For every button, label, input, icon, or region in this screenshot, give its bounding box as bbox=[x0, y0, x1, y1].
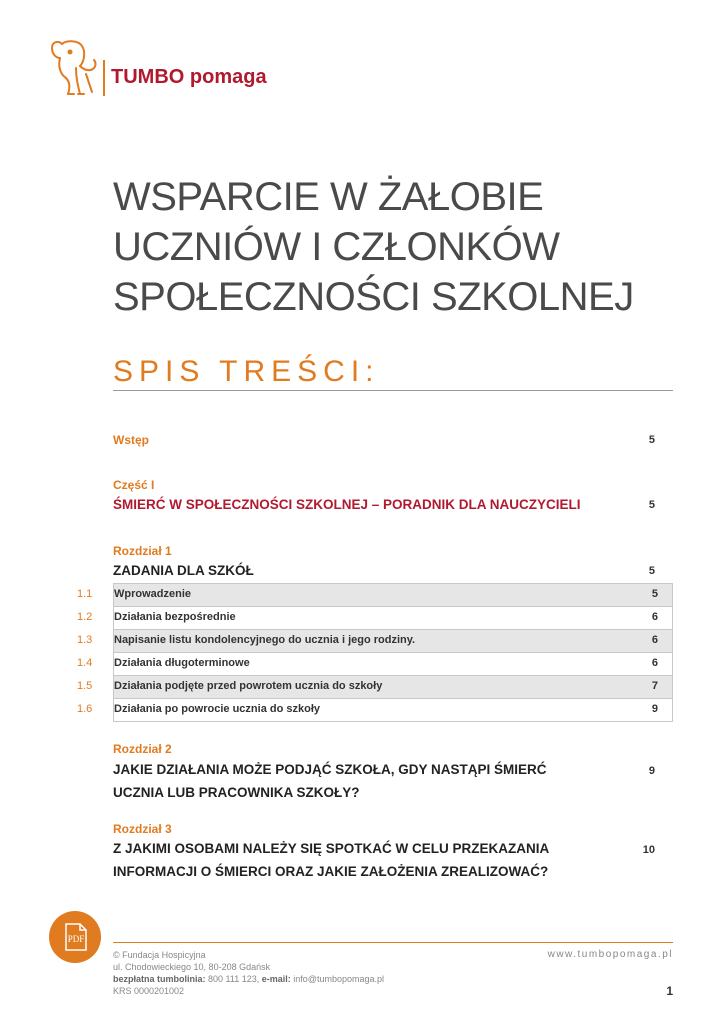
footer-hotline bbox=[113, 973, 384, 985]
toc-intro-label[interactable]: Wstęp bbox=[113, 433, 149, 447]
title-line-3: SPOŁECZNOŚCI SZKOLNEJ bbox=[113, 275, 634, 319]
footer-copyright: © Fundacja Hospicyjna bbox=[113, 950, 206, 960]
toc-chapter1-sections bbox=[77, 583, 673, 722]
section-page: 7 bbox=[651, 680, 658, 692]
toc-heading: SPIS TREŚCI: bbox=[113, 355, 380, 388]
toc-chapter3-label: Rozdział 3 bbox=[113, 822, 172, 836]
document-title bbox=[113, 172, 634, 322]
section-page: 6 bbox=[651, 634, 658, 646]
toc-section-row[interactable] bbox=[77, 630, 673, 653]
section-number: 1.1 bbox=[77, 588, 93, 600]
toc-part1-page: 5 bbox=[648, 499, 655, 511]
toc-divider bbox=[113, 390, 673, 391]
toc-chapter2-title-line-2: UCZNIA LUB PRACOWNIKA SZKOŁY? bbox=[113, 785, 360, 800]
elephant-logo-icon bbox=[48, 38, 100, 98]
toc-chapter1-label: Rozdział 1 bbox=[113, 544, 172, 558]
toc-chapter2-title[interactable] bbox=[113, 758, 547, 804]
footer-hotline-value: 800 111 123, bbox=[208, 974, 260, 984]
toc-part1-title[interactable]: ŚMIERĆ W SPOŁECZNOŚCI SZKOLNEJ – PORADNIK DLA NAUCZYCIELI bbox=[113, 497, 581, 512]
toc-chapter2-label: Rozdział 2 bbox=[113, 742, 172, 756]
toc-chapter3-title-line-1: Z JAKIMI OSOBAMI NALEŻY SIĘ SPOTKAĆ W CELU PRZEKAZANIA bbox=[113, 841, 550, 856]
section-number: 1.3 bbox=[77, 634, 93, 646]
footer-krs: KRS 0000201002 bbox=[113, 986, 185, 996]
section-title: Działania po powrocie ucznia do szkoły bbox=[114, 703, 320, 715]
section-number: 1.6 bbox=[77, 703, 93, 715]
toc-chapter3-page: 10 bbox=[642, 844, 655, 856]
section-title: Działania bezpośrednie bbox=[114, 611, 236, 623]
title-line-1: WSPARCIE W ŻAŁOBIE bbox=[113, 175, 544, 219]
section-page: 5 bbox=[651, 588, 658, 600]
section-number: 1.4 bbox=[77, 657, 93, 669]
footer-email-label: e-mail: bbox=[261, 974, 291, 984]
footer-website[interactable]: www.tumbopomaga.pl bbox=[547, 949, 673, 960]
section-title: Działania długoterminowe bbox=[114, 657, 250, 669]
toc-section-row[interactable] bbox=[77, 676, 673, 699]
toc-part1-label: Część I bbox=[113, 478, 155, 492]
toc-chapter2-page: 9 bbox=[648, 765, 655, 777]
pdf-badge-label: PDF bbox=[67, 934, 85, 944]
section-number: 1.5 bbox=[77, 680, 93, 692]
toc-section-row[interactable] bbox=[77, 584, 673, 607]
toc-section-row[interactable] bbox=[77, 607, 673, 630]
toc-section-row[interactable] bbox=[77, 699, 673, 722]
page-number: 1 bbox=[666, 984, 673, 998]
toc-section-row[interactable] bbox=[77, 653, 673, 676]
toc-chapter1-title[interactable]: ZADANIA DLA SZKÓŁ bbox=[113, 563, 254, 578]
footer-divider bbox=[113, 942, 673, 943]
footer-hotline-label: bezpłatna tumbolinia: bbox=[113, 974, 206, 984]
section-title: Działania podjęte przed powrotem ucznia do szkoły bbox=[114, 680, 383, 692]
toc-chapter1-page: 5 bbox=[648, 565, 655, 577]
footer-email-value[interactable]: info@tumbopomaga.pl bbox=[293, 974, 384, 984]
toc-chapter3-title[interactable] bbox=[113, 837, 549, 883]
title-line-2: UCZNIÓW I CZŁONKÓW bbox=[113, 225, 560, 269]
pdf-badge[interactable] bbox=[49, 911, 101, 963]
toc-intro-page: 5 bbox=[648, 434, 655, 446]
section-number: 1.2 bbox=[77, 611, 93, 623]
footer-address: ul. Chodowieckiego 10, 80-208 Gdańsk bbox=[113, 962, 271, 972]
logo-brand: TUMBO bbox=[111, 66, 185, 88]
section-page: 6 bbox=[651, 657, 658, 669]
logo-wordmark bbox=[111, 66, 267, 89]
section-page: 6 bbox=[651, 611, 658, 623]
section-title: Napisanie listu kondolencyjnego do ucznia i jego rodziny. bbox=[114, 634, 416, 646]
logo-rest: pomaga bbox=[189, 66, 267, 88]
toc-chapter2-title-line-1: JAKIE DZIAŁANIA MOŻE PODJĄĆ SZKOŁA, GDY NASTĄPI ŚMIERĆ bbox=[113, 762, 547, 777]
section-page: 9 bbox=[651, 703, 658, 715]
section-title: Wprowadzenie bbox=[114, 588, 192, 600]
pdf-icon bbox=[49, 911, 101, 963]
footer-contact bbox=[113, 949, 384, 997]
logo-divider bbox=[103, 60, 105, 96]
toc-chapter3-title-line-2: INFORMACJI O ŚMIERCI ORAZ JAKIE ZAŁOŻENIA ZREALIZOWAĆ? bbox=[113, 864, 549, 879]
